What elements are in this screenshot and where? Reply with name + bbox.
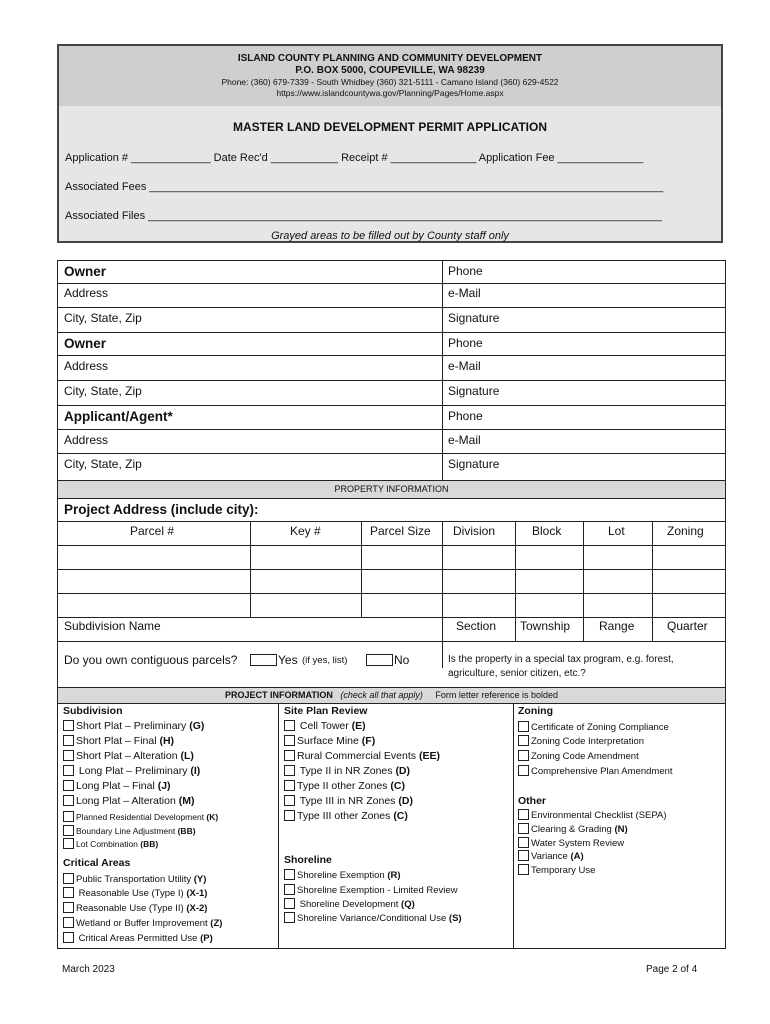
type-ii-nr-option[interactable]: Type II in NR Zones (D): [284, 765, 410, 777]
owner2-phone-field[interactable]: Phone: [448, 336, 483, 350]
project-info-note: (check all that apply): [340, 690, 423, 700]
rural-commercial-events-option[interactable]: Rural Commercial Events (EE): [284, 750, 440, 762]
reasonable-use-2-option[interactable]: Reasonable Use (Type II) (X-2): [63, 902, 207, 914]
applicant-email-field[interactable]: e-Mail: [448, 433, 481, 447]
col-division: Division: [453, 524, 496, 538]
water-system-option[interactable]: Water System Review: [518, 837, 624, 849]
owner2-email-field[interactable]: e-Mail: [448, 359, 481, 373]
zoning-heading: Zoning: [518, 705, 553, 717]
boundary-line-option[interactable]: Boundary Line Adjustment (BB): [63, 825, 196, 836]
footer-page-number: Page 2 of 4: [646, 964, 698, 975]
long-plat-final-option[interactable]: Long Plat – Final (J): [63, 780, 171, 792]
reasonable-use-1-option[interactable]: Reasonable Use (Type I) (X-1): [63, 887, 207, 899]
col-parcel: Parcel #: [130, 524, 175, 538]
associated-fees-field[interactable]: Associated Fees ____________________________________________________________________________________: [65, 181, 664, 193]
shoreline-exemption-option[interactable]: Shoreline Exemption (R): [284, 869, 401, 881]
applicant-city-field[interactable]: City, State, Zip: [64, 457, 142, 471]
zoning-interpretation-option[interactable]: Zoning Code Interpretation: [518, 735, 644, 747]
zoning-compliance-option[interactable]: Certificate of Zoning Compliance: [518, 721, 669, 733]
subdivision-name-field[interactable]: Subdivision Name: [64, 619, 161, 633]
site-plan-heading: Site Plan Review: [284, 705, 368, 717]
owner1-email-field[interactable]: e-Mail: [448, 286, 481, 300]
associated-files-field[interactable]: Associated Files ____________________________________________________________________________________: [65, 210, 663, 222]
col-block: Block: [532, 524, 562, 538]
col-parcel-size: Parcel Size: [370, 524, 431, 538]
applicant-phone-field[interactable]: Phone: [448, 409, 483, 423]
contiguous-no-checkbox[interactable]: [366, 654, 393, 666]
owner2-heading: Owner: [64, 336, 107, 351]
shoreline-heading: Shoreline: [284, 854, 332, 866]
owner2-address-field[interactable]: Address: [64, 359, 109, 373]
project-address-field[interactable]: Project Address (include city):: [64, 502, 259, 517]
long-plat-preliminary-option[interactable]: Long Plat – Preliminary (I): [63, 765, 200, 777]
col-zoning: Zoning: [667, 524, 704, 538]
shoreline-development-option[interactable]: Shoreline Development (Q): [284, 898, 415, 910]
short-plat-alteration-option[interactable]: Short Plat – Alteration (L): [63, 750, 194, 762]
shoreline-exemption-limited-option[interactable]: Shoreline Exemption - Limited Review: [284, 884, 458, 896]
public-transportation-option[interactable]: Public Transportation Utility (Y): [63, 873, 206, 885]
application-table: [57, 260, 726, 949]
variance-option[interactable]: Variance (A): [518, 850, 584, 862]
owner1-address-field[interactable]: Address: [64, 286, 109, 300]
other-heading: Other: [518, 795, 547, 807]
form-title: MASTER LAND DEVELOPMENT PERMIT APPLICATION: [232, 120, 547, 134]
owner2-signature-field[interactable]: Signature: [448, 384, 500, 398]
short-plat-preliminary-option[interactable]: Short Plat – Preliminary (G): [63, 720, 204, 732]
applicant-address-field[interactable]: Address: [64, 433, 109, 447]
col-lot: Lot: [608, 524, 625, 538]
agency-name: ISLAND COUNTY PLANNING AND COMMUNITY DEVELOPMENT: [237, 53, 543, 64]
col-key: Key #: [290, 524, 321, 538]
property-info-band: PROPERTY INFORMATION: [58, 481, 725, 498]
application-number-field[interactable]: Application # _____________ Date Rec'd ___________ Receipt # ______________ Application Fee ______________: [65, 152, 644, 164]
agency-address: P.O. BOX 5000, COUPEVILLE, WA 98239: [295, 65, 485, 76]
footer-date: March 2023: [62, 964, 115, 975]
cell-tower-option[interactable]: Cell Tower (E): [284, 720, 366, 732]
owner1-city-field[interactable]: City, State, Zip: [64, 311, 142, 325]
owner1-phone-field[interactable]: Phone: [448, 264, 483, 278]
project-info-title: PROJECT INFORMATION: [225, 690, 333, 700]
critical-permitted-use-option[interactable]: Critical Areas Permitted Use (P): [63, 932, 213, 944]
owner1-heading: Owner: [64, 264, 107, 279]
comprehensive-plan-option[interactable]: Comprehensive Plan Amendment: [518, 765, 673, 777]
special-tax-question[interactable]: Is the property in a special tax program, e.g. forest, agriculture, senior citizen, etc.?: [448, 654, 674, 679]
staff-header-box: [57, 44, 723, 243]
project-info-ref: Form letter reference is bolded: [435, 690, 558, 700]
subdivision-heading: Subdivision: [63, 705, 123, 717]
owner2-city-field[interactable]: City, State, Zip: [64, 384, 142, 398]
type-ii-other-option[interactable]: Type II other Zones (C): [284, 780, 405, 792]
agency-banner: [59, 46, 721, 106]
lot-combination-option[interactable]: Lot Combination (BB): [63, 838, 158, 849]
township-field[interactable]: Township: [520, 619, 571, 633]
type-iii-other-option[interactable]: Type III other Zones (C): [284, 810, 408, 822]
wetland-buffer-option[interactable]: Wetland or Buffer Improvement (Z): [63, 917, 222, 929]
contiguous-yes-checkbox[interactable]: [250, 654, 277, 666]
grayed-note: Grayed areas to be filled out by County staff only: [271, 230, 509, 242]
environmental-checklist-option[interactable]: Environmental Checklist (SEPA): [518, 809, 667, 821]
applicant-signature-field[interactable]: Signature: [448, 457, 500, 471]
clearing-grading-option[interactable]: Clearing & Grading (N): [518, 823, 628, 835]
long-plat-alteration-option[interactable]: Long Plat – Alteration (M): [63, 795, 195, 807]
project-info-band: [58, 688, 725, 703]
planned-residential-option[interactable]: Planned Residential Development (K): [63, 811, 218, 822]
temporary-use-option[interactable]: Temporary Use: [518, 864, 595, 876]
owner1-signature-field[interactable]: Signature: [448, 311, 500, 325]
agency-phones: Phone: (360) 679-7339 - South Whidbey (360) 321-5111 - Camano Island (360) 629-4522: [221, 77, 559, 87]
agency-url[interactable]: https://www.islandcountywa.gov/Planning/Pages/Home.aspx: [276, 88, 504, 98]
zoning-amendment-option[interactable]: Zoning Code Amendment: [518, 750, 639, 762]
contiguous-yes-note: (if yes, list): [302, 655, 348, 666]
shoreline-variance-option[interactable]: Shoreline Variance/Conditional Use (S): [284, 912, 462, 924]
contiguous-yes-label: Yes: [278, 653, 298, 667]
contiguous-question: Do you own contiguous parcels?: [64, 653, 238, 667]
quarter-field[interactable]: Quarter: [667, 619, 708, 633]
contiguous-no-label: No: [394, 653, 410, 667]
applicant-heading: Applicant/Agent*: [64, 409, 173, 424]
critical-areas-heading: Critical Areas: [63, 857, 131, 869]
section-field[interactable]: Section: [456, 619, 497, 633]
short-plat-final-option[interactable]: Short Plat – Final (H): [63, 735, 174, 747]
surface-mine-option[interactable]: Surface Mine (F): [284, 735, 375, 747]
type-iii-nr-option[interactable]: Type III in NR Zones (D): [284, 795, 413, 807]
range-field[interactable]: Range: [599, 619, 635, 633]
